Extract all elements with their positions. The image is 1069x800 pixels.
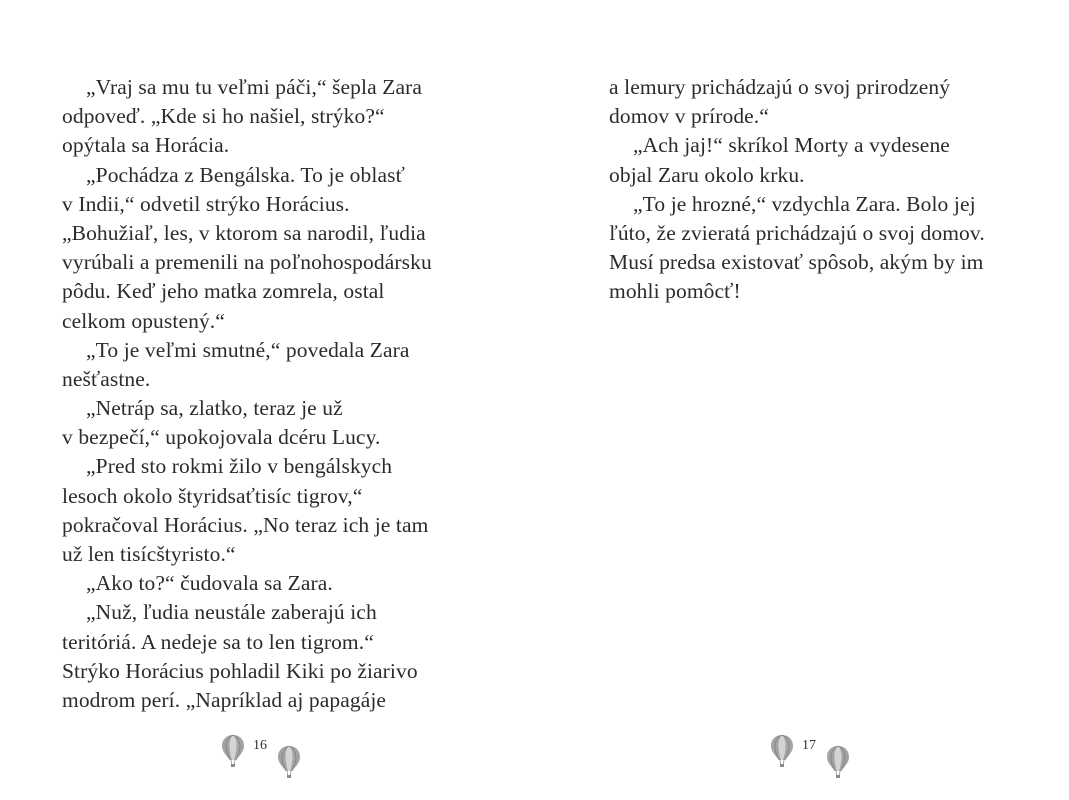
left-page-text [62,73,482,715]
hot-air-balloon-icon [826,745,850,779]
text-line: mohli pomôcť! [609,279,741,304]
text-line: Strýko Horácius pohladil Kiki po žiarivo [62,658,418,683]
text-line: „Bohužiaľ, les, v ktorom sa narodil, ľudia [62,220,426,245]
text-line: Musí predsa existovať spôsob, akým by im [609,250,984,275]
text-line: „Ako to?“ čudovala sa Zara. [86,571,333,596]
text-line: objal Zaru okolo krku. [609,162,805,187]
text-line: pokračoval Horácius. „No teraz ich je tam [62,512,429,537]
text-line: „Pochádza z Bengálska. To je oblasť [86,162,405,187]
text-line: už len tisícštyristo.“ [62,542,236,566]
page-number: 17 [802,738,816,753]
text-line: „Ach jaj!“ skríkol Morty a vydesene [633,133,950,158]
text-line: ľúto, že zvieratá prichádzajú o svoj domov. [609,220,985,245]
text-line: domov v prírode.“ [609,104,769,129]
right-page-text [609,73,1029,307]
text-line: teritóriá. A nedeje sa to len tigrom.“ [62,629,374,654]
text-line: „Nuž, ľudia neustále zaberajú ich [86,600,377,625]
text-line: „Vraj sa mu tu veľmi páči,“ šepla Zara [86,75,422,99]
hot-air-balloon-icon [770,734,794,768]
text-line: celkom opustený.“ [62,308,225,333]
hot-air-balloon-icon [277,745,301,779]
page-footer [764,730,884,790]
text-line: v bezpečí,“ upokojovala dcéru Lucy. [62,425,381,450]
text-line: odpoveď. „Kde si ho našiel, strýko?“ [62,104,385,129]
left-page [0,0,534,800]
text-line: pôdu. Keď jeho matka zomrela, ostal [62,279,385,304]
hot-air-balloon-icon [221,734,245,768]
text-line: a lemury prichádzajú o svoj prirodzený [609,75,951,99]
text-line: vyrúbali a premenili na poľnohospodársku [62,250,432,275]
text-line: v Indii,“ odvetil strýko Horácius. [62,191,350,216]
page-footer [215,730,335,790]
right-page [534,0,1069,800]
text-line: nešťastne. [62,366,151,391]
text-line: opýtala sa Horácia. [62,133,230,158]
text-line: modrom perí. „Napríklad aj papagáje [62,687,387,712]
text-line: „To je hrozné,“ vzdychla Zara. Bolo jej [633,191,976,216]
text-line: „To je veľmi smutné,“ povedala Zara [86,337,410,362]
text-line: „Pred sto rokmi žilo v bengálskych [86,454,393,479]
text-line: lesoch okolo štyridsaťtisíc tigrov,“ [62,483,363,508]
text-line: „Netráp sa, zlatko, teraz je už [86,396,343,421]
page-number: 16 [253,738,267,753]
